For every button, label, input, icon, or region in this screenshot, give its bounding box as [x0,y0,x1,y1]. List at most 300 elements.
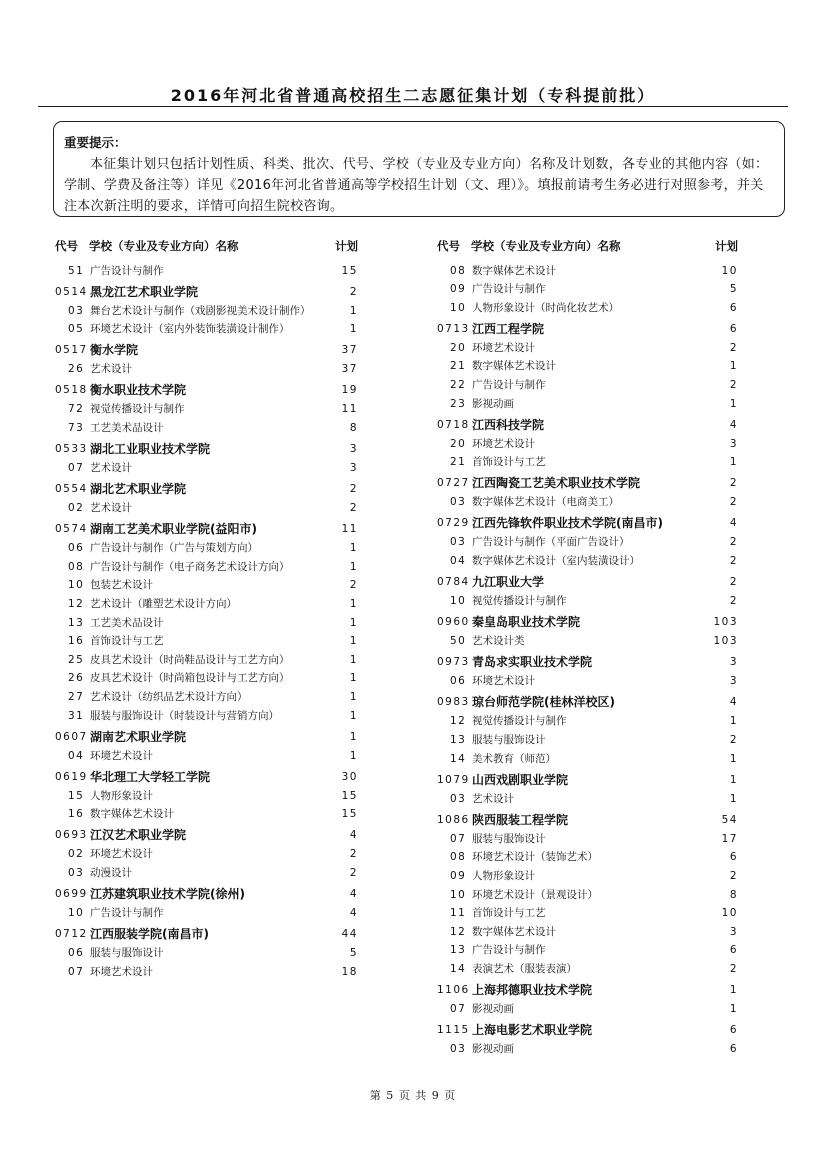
major-name-cell: 包装艺术设计 [90,579,153,592]
major-name-cell: 皮具艺术设计（时尚鞋品设计与工艺方向） [90,653,290,666]
major-code-cell: 15 [68,789,85,802]
school-row [55,728,360,748]
major-code-cell: 07 [450,832,467,845]
school-row [437,693,740,713]
major-row [55,262,360,281]
right-rows [437,262,740,1059]
page-title: 2016年河北省普通高校招生二志愿征集计划（专科提前批） [170,86,656,105]
major-name-cell: 数字媒体艺术设计 [472,925,556,938]
major-name-cell: 环境艺术设计（室内外装饰装潢设计制作） [90,323,290,336]
school-code-cell: 1079 [437,773,470,786]
major-row [55,419,360,438]
major-name-cell: 广告设计与制作 [472,283,546,296]
major-name-cell: 艺术设计（雕塑艺术设计方向） [90,598,237,611]
major-code-cell: 16 [68,808,85,821]
major-name-cell: 广告设计与制作（广告与策划方向） [90,542,258,555]
major-name-cell: 广告设计与制作（电子商务艺术设计方向） [90,560,290,573]
major-row [55,321,360,340]
school-row [55,440,360,460]
major-row [55,945,360,964]
major-count-cell: 2 [729,555,738,568]
major-code-cell: 21 [450,456,467,469]
school-code-cell: 0784 [437,576,470,589]
major-count-cell: 1 [349,749,358,762]
school-code-cell: 0518 [55,384,88,397]
major-name-cell: 艺术设计（纺织品艺术设计方向） [90,691,248,703]
major-code-cell: 22 [450,378,467,391]
school-count-cell: 4 [729,696,738,709]
major-row [55,707,360,726]
major-row [55,865,360,884]
major-row [437,886,740,905]
school-count-cell: 19 [341,384,358,397]
major-code-cell: 04 [450,555,467,568]
school-name-cell: 衡水学院 [90,343,139,358]
major-count-cell: 17 [721,832,738,845]
major-code-cell: 13 [68,616,85,629]
major-name-cell: 环境艺术设计（装饰艺术） [472,851,598,864]
major-row [55,963,360,982]
school-name-cell: 华北理工大学轻工学院 [90,769,211,784]
school-count-cell: 2 [729,576,738,589]
major-count-cell: 37 [341,363,358,376]
major-count-cell: 2 [349,579,358,592]
major-code-cell: 08 [450,264,467,277]
major-count-cell: 1 [729,752,738,765]
major-row [55,540,360,559]
major-count-cell: 2 [729,962,738,975]
major-name-cell: 服装与服饰设计（时装设计与营销方向） [90,709,279,722]
major-name-cell: 数字媒体艺术设计（室内装潢设计） [472,555,640,568]
major-code-cell: 04 [68,749,85,762]
major-code-cell: 09 [450,869,467,882]
major-name-cell: 环境艺术设计 [90,848,153,861]
major-name-cell: 影视动画 [472,1003,514,1016]
school-name-cell: 江西科技学院 [472,417,545,432]
major-count-cell: 1 [349,598,358,611]
school-row [55,885,360,905]
major-row [55,302,360,321]
major-code-cell: 03 [68,867,85,880]
major-code-cell: 14 [450,752,467,765]
school-name-cell: 江西服装学院(南昌市) [90,927,209,942]
school-count-cell: 30 [341,770,358,783]
major-row [55,633,360,652]
major-count-cell: 6 [729,944,738,957]
school-row [55,768,360,788]
major-row [437,376,740,395]
school-name-cell: 湖北工业职业技术学院 [90,442,211,457]
school-count-cell: 4 [729,517,738,530]
major-row [437,534,740,553]
school-count-cell: 6 [729,1024,738,1037]
school-row [55,341,360,361]
major-row [55,846,360,865]
school-count-cell: 2 [349,483,358,496]
major-name-cell: 人物形象设计 [472,869,535,882]
school-code-cell: 1106 [437,984,470,997]
major-row [437,494,740,513]
school-name-cell: 秦皇岛职业技术学院 [472,615,581,630]
major-count-cell: 1 [349,709,358,722]
major-row [55,670,360,689]
school-code-cell: 0574 [55,523,88,536]
major-row [437,435,740,454]
school-name-cell: 上海邦德职业技术学院 [472,983,593,998]
major-code-cell: 21 [450,360,467,373]
school-row [437,771,740,791]
major-code-cell: 50 [450,635,467,648]
school-row [55,283,360,303]
major-name-cell: 首饰设计与工艺 [472,907,546,920]
major-name-cell: 数字媒体艺术设计（电商美工） [472,496,619,509]
major-row [437,905,740,924]
major-row [55,460,360,479]
major-code-cell: 13 [450,734,467,746]
major-row [437,713,740,732]
major-count-cell: 1 [349,323,358,336]
major-code-cell: 12 [450,715,467,728]
school-name-cell: 黑龙江艺术职业学院 [90,284,199,299]
major-code-cell: 09 [450,283,467,296]
major-row [55,596,360,615]
header-code: 代号 [437,239,460,253]
major-row [55,905,360,924]
school-row [437,320,740,340]
major-name-cell: 影视动画 [472,1043,514,1056]
school-count-cell: 37 [341,344,358,357]
major-code-cell: 07 [450,1003,467,1016]
school-code-cell: 0727 [437,477,470,490]
major-code-cell: 10 [450,888,467,901]
major-count-cell: 2 [729,734,738,746]
major-code-cell: 03 [450,536,467,549]
major-row [437,454,740,473]
major-code-cell: 23 [450,397,467,410]
major-code-cell: 10 [68,579,85,592]
school-row [55,480,360,500]
major-code-cell: 05 [68,323,85,336]
right-column [437,234,740,1059]
major-code-cell: 12 [68,598,85,611]
major-name-cell: 艺术设计 [90,363,132,376]
column-header [437,234,740,262]
major-code-cell: 07 [68,462,85,475]
major-count-cell: 103 [713,635,738,648]
major-code-cell: 27 [68,691,85,703]
major-code-cell: 14 [450,962,467,975]
major-row [437,281,740,300]
school-code-cell: 0960 [437,616,470,629]
major-row [437,960,740,979]
major-name-cell: 艺术设计 [90,462,132,475]
school-row [437,653,740,673]
major-code-cell: 07 [68,965,85,978]
major-code-cell: 20 [450,437,467,450]
title-rule [38,106,788,107]
major-name-cell: 数字媒体艺术设计 [472,360,556,373]
major-count-cell: 3 [729,437,738,450]
major-row [55,651,360,670]
school-code-cell: 1115 [437,1024,470,1037]
major-count-cell: 10 [721,264,738,277]
school-code-cell: 0554 [55,483,88,496]
column-header [55,234,360,262]
major-row [55,787,360,806]
school-code-cell: 0514 [55,285,88,298]
major-code-cell: 20 [450,341,467,354]
major-row [437,553,740,572]
major-name-cell: 工艺美术品设计 [90,421,164,434]
major-name-cell: 人物形象设计（时尚化妆艺术） [472,301,619,314]
school-name-cell: 陕西服装工程学院 [472,812,569,827]
school-name-cell: 江苏建筑职业技术学院(徐州) [90,887,245,902]
school-code-cell: 1086 [437,813,470,826]
major-code-cell: 03 [450,792,467,805]
major-row [437,830,740,849]
major-code-cell: 12 [450,925,467,938]
major-count-cell: 4 [349,907,358,920]
school-count-cell: 4 [729,418,738,431]
page-footer: 第 5 页 共 9 页 [369,1089,457,1102]
major-row [55,401,360,420]
school-code-cell: 0699 [55,888,88,901]
school-count-cell: 44 [341,928,358,941]
notice-body: 本征集计划只包括计划性质、科类、批次、代号、学校（专业及专业方向）名称及计划数，各专业的其他内容（如：学制、学费及备注等）详见《2016年河北省普通高等学校招生计划（文、理）》。填报前请考生务必进行对照参考，并关注本次新注明的要求，详情可向招生院校咨询。 [64,157,769,214]
school-code-cell: 0718 [437,418,470,431]
major-count-cell: 5 [349,947,358,960]
major-count-cell: 6 [729,301,738,314]
major-count-cell: 8 [729,888,738,901]
major-count-cell: 10 [721,907,738,920]
school-count-cell: 3 [729,656,738,669]
major-code-cell: 02 [68,502,85,515]
major-row [437,358,740,377]
school-count-cell: 1 [729,984,738,997]
major-name-cell: 环境艺术设计 [90,749,153,762]
school-count-cell: 1 [729,773,738,786]
major-name-cell: 广告设计与制作（平面广告设计） [472,536,630,549]
major-count-cell: 6 [729,851,738,864]
major-row [55,614,360,633]
school-name-cell: 琼台师范学院(桂林洋校区) [472,695,615,710]
major-name-cell: 广告设计与制作 [90,264,164,277]
notice-title: 重要提示： [64,135,127,150]
major-count-cell: 18 [341,965,358,978]
major-row [437,395,740,414]
school-row [55,826,360,846]
major-code-cell: 08 [450,851,467,864]
major-count-cell: 3 [349,462,358,475]
major-row [437,1041,740,1060]
school-code-cell: 0693 [55,829,88,842]
school-code-cell: 0607 [55,730,88,743]
major-row [437,593,740,612]
major-count-cell: 1 [349,691,358,703]
major-name-cell: 影视动画 [472,397,514,410]
school-count-cell: 54 [721,813,738,826]
major-row [437,673,740,692]
major-name-cell: 服装与服饰设计 [472,734,546,746]
major-row [437,732,740,751]
major-count-cell: 2 [729,536,738,549]
major-code-cell: 72 [68,403,85,416]
major-count-cell: 2 [349,848,358,861]
major-name-cell: 环境艺术设计 [472,675,535,688]
school-code-cell: 0983 [437,696,470,709]
major-count-cell: 1 [729,715,738,728]
notice-box [53,121,785,217]
major-code-cell: 03 [450,496,467,509]
school-row [437,573,740,593]
school-name-cell: 江西工程学院 [472,321,545,336]
major-code-cell: 51 [68,264,85,277]
major-name-cell: 视觉传播设计与制作 [472,595,567,608]
major-row [437,923,740,942]
major-row [437,942,740,961]
major-code-cell: 11 [450,907,467,920]
school-row [437,416,740,436]
major-name-cell: 舞台艺术设计与制作（戏剧影视美术设计制作） [90,304,311,317]
major-code-cell: 08 [68,560,85,573]
major-name-cell: 广告设计与制作 [90,907,164,920]
major-name-cell: 视觉传播设计与制作 [472,715,567,728]
major-code-cell: 03 [450,1043,467,1056]
major-name-cell: 数字媒体艺术设计 [472,264,556,277]
major-code-cell: 06 [68,947,85,960]
school-count-cell: 1 [349,730,358,743]
header-count: 计划 [715,239,738,253]
school-name-cell: 青岛求实职业技术学院 [472,655,593,670]
school-name-cell: 湖北艺术职业学院 [90,482,187,497]
school-count-cell: 3 [349,443,358,456]
major-row [55,500,360,519]
major-count-cell: 2 [729,869,738,882]
major-code-cell: 06 [450,675,467,688]
major-code-cell: 31 [68,709,85,722]
major-code-cell: 73 [68,421,85,434]
major-count-cell: 1 [729,792,738,805]
school-row [55,925,360,945]
major-code-cell: 02 [68,848,85,861]
major-code-cell: 06 [68,542,85,555]
school-name-cell: 江汉艺术职业学院 [90,828,187,843]
school-count-cell: 6 [729,322,738,335]
school-name-cell: 江西陶瓷工艺美术职业技术学院 [472,476,641,491]
major-count-cell: 1 [349,635,358,648]
major-count-cell: 1 [349,304,358,317]
school-name-cell: 九江职业大学 [472,575,545,590]
major-count-cell: 2 [349,502,358,515]
major-row [437,299,740,318]
school-code-cell: 0619 [55,770,88,783]
major-code-cell: 10 [450,595,467,608]
major-code-cell: 25 [68,653,85,666]
major-count-cell: 1 [729,360,738,373]
major-count-cell: 15 [341,789,358,802]
major-row [55,747,360,766]
major-code-cell: 13 [450,944,467,957]
major-count-cell: 5 [729,283,738,296]
school-name-cell: 江西先锋软件职业技术学院(南昌市) [472,516,663,531]
major-name-cell: 艺术设计 [90,502,132,515]
major-name-cell: 广告设计与制作 [472,944,546,957]
major-name-cell: 美术教育（师范） [472,752,556,765]
major-row [437,633,740,652]
school-code-cell: 0517 [55,344,88,357]
major-code-cell: 26 [68,363,85,376]
major-count-cell: 2 [349,867,358,880]
major-count-cell: 1 [349,542,358,555]
major-row [437,750,740,769]
school-name-cell: 上海电影艺术职业学院 [472,1023,593,1038]
major-row [437,790,740,809]
major-count-cell: 8 [349,421,358,434]
major-row [55,577,360,596]
header-name: 学校（专业及专业方向）名称 [89,239,239,253]
major-count-cell: 2 [729,496,738,509]
major-count-cell: 1 [349,560,358,573]
major-name-cell: 服装与服饰设计 [472,832,546,845]
major-count-cell: 1 [349,672,358,685]
major-row [55,558,360,577]
major-code-cell: 26 [68,672,85,685]
major-code-cell: 03 [68,304,85,317]
major-count-cell: 1 [729,1003,738,1016]
school-row [437,981,740,1001]
school-name-cell: 衡水职业技术学院 [90,383,187,398]
major-count-cell: 6 [729,1043,738,1056]
major-count-cell: 15 [341,264,358,277]
school-code-cell: 0973 [437,656,470,669]
school-code-cell: 0729 [437,517,470,530]
header-code: 代号 [55,239,78,253]
school-count-cell: 2 [729,477,738,490]
major-count-cell: 15 [341,808,358,821]
major-name-cell: 艺术设计 [472,792,514,805]
major-name-cell: 服装与服饰设计 [90,947,164,960]
school-row [55,520,360,540]
major-row [437,867,740,886]
major-name-cell: 艺术设计类 [472,635,525,648]
major-count-cell: 1 [349,616,358,629]
school-name-cell: 湖南艺术职业学院 [90,729,187,744]
school-count-cell: 4 [349,888,358,901]
major-name-cell: 表演艺术（服装表演） [472,962,577,975]
major-row [55,806,360,825]
major-count-cell: 1 [729,397,738,410]
major-name-cell: 首饰设计与工艺 [90,635,164,648]
major-name-cell: 环境艺术设计 [472,341,535,354]
school-count-cell: 11 [341,523,358,536]
header-name: 学校（专业及专业方向）名称 [471,239,621,253]
major-row [437,339,740,358]
major-name-cell: 人物形象设计 [90,789,153,802]
major-row [437,849,740,868]
major-name-cell: 环境艺术设计 [90,965,153,978]
major-name-cell: 环境艺术设计 [472,437,535,450]
major-name-cell: 环境艺术设计（景观设计） [472,888,598,901]
school-count-cell: 4 [349,829,358,842]
major-name-cell: 广告设计与制作 [472,378,546,391]
school-row [437,613,740,633]
school-count-cell: 2 [349,285,358,298]
major-count-cell: 1 [729,456,738,469]
school-name-cell: 山西戏剧职业学院 [472,772,569,787]
major-count-cell: 2 [729,378,738,391]
header-count: 计划 [335,239,358,253]
school-row [437,1021,740,1041]
